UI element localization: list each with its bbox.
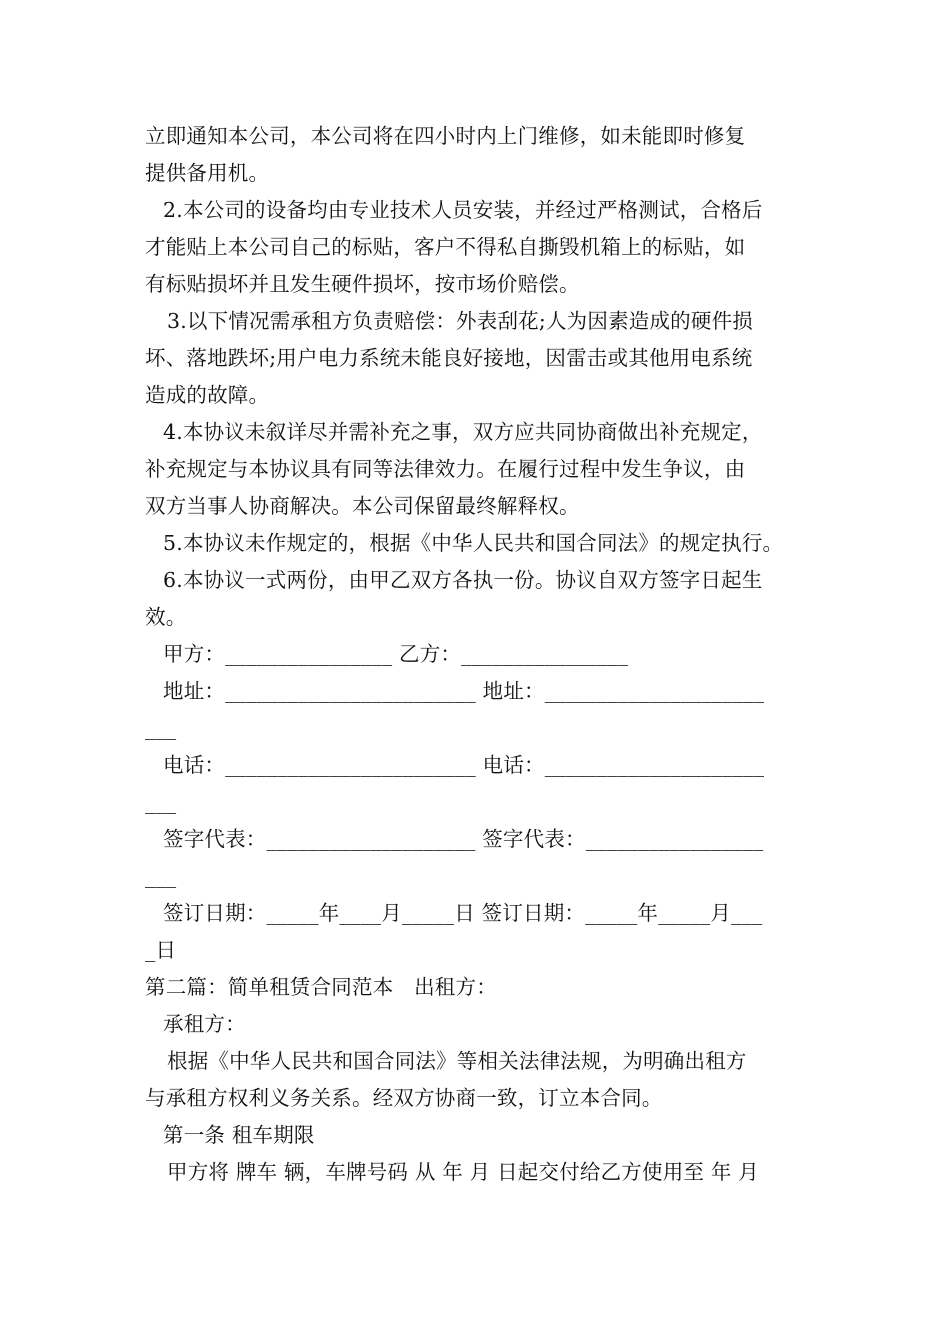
paragraph-line: 造成的故障。 (145, 383, 270, 407)
lessee-line: 承租方： (163, 1012, 246, 1036)
article-heading: 第一条 租车期限 (163, 1123, 315, 1147)
clause-3-line: 3.以下情况需承租方负责赔偿：外表刮花;人为因素造成的硬件损 (167, 309, 753, 333)
section-heading: 第二篇：简单租赁合同范本 出租方： (145, 975, 497, 999)
paragraph-line: 立即通知本公司，本公司将在四小时内上门维修，如未能即时修复 (145, 124, 746, 148)
paragraph-line: 与承租方权利义务关系。经双方协商一致，订立本合同。 (145, 1086, 663, 1110)
paragraph-line: 坏、落地跌坏;用户电力系统未能良好接地，因雷击或其他用电系统 (145, 346, 753, 370)
signatory-line: 签字代表：____________________ 签字代表：_________________ (163, 827, 764, 851)
paragraph-line: 才能贴上本公司自己的标贴，客户不得私自撕毁机箱上的标贴，如 (145, 235, 746, 259)
clause-6-line: 6.本协议一式两份，由甲乙双方各执一份。协议自双方签字日起生 (163, 568, 763, 592)
party-a-b-line: 甲方：________________ 乙方：________________ (163, 642, 629, 666)
address-line: 地址：________________________ 地址：_____________________ (163, 679, 765, 703)
clause-2-line: 2.本公司的设备均由专业技术人员安装，并经过严格测试，合格后 (163, 198, 763, 222)
signing-date-line-continued: _日 (145, 938, 177, 962)
paragraph-line: 根据《中华人民共和国合同法》等相关法律法规，为明确出租方 (167, 1049, 747, 1073)
address-line-continued: ___ (145, 716, 177, 740)
paragraph-line: 甲方将 牌车 辆，车牌号码 从 年 月 日起交付给乙方使用至 年 月 (167, 1160, 759, 1184)
paragraph-line: 补充规定与本协议具有同等法律效力。在履行过程中发生争议，由 (145, 457, 746, 481)
paragraph-line: 有标贴损坏并且发生硬件损坏，按市场价赔偿。 (145, 272, 580, 296)
signing-date-line: 签订日期：_____年____月_____日 签订日期：_____年_____月___ (163, 901, 763, 925)
paragraph-line: 效。 (145, 605, 187, 629)
clause-5-line: 5.本协议未作规定的，根据《中华人民共和国合同法》的规定执行。 (163, 531, 784, 555)
signatory-line-continued: ___ (145, 864, 177, 888)
phone-line: 电话：________________________ 电话：_____________________ (163, 753, 765, 777)
phone-line-continued: ___ (145, 790, 177, 814)
paragraph-line: 提供备用机。 (145, 161, 270, 185)
paragraph-line: 双方当事人协商解决。本公司保留最终解释权。 (145, 494, 580, 518)
document-body (145, 118, 815, 1191)
clause-4-line: 4.本协议未叙详尽并需补充之事，双方应共同协商做出补充规定， (163, 420, 763, 444)
